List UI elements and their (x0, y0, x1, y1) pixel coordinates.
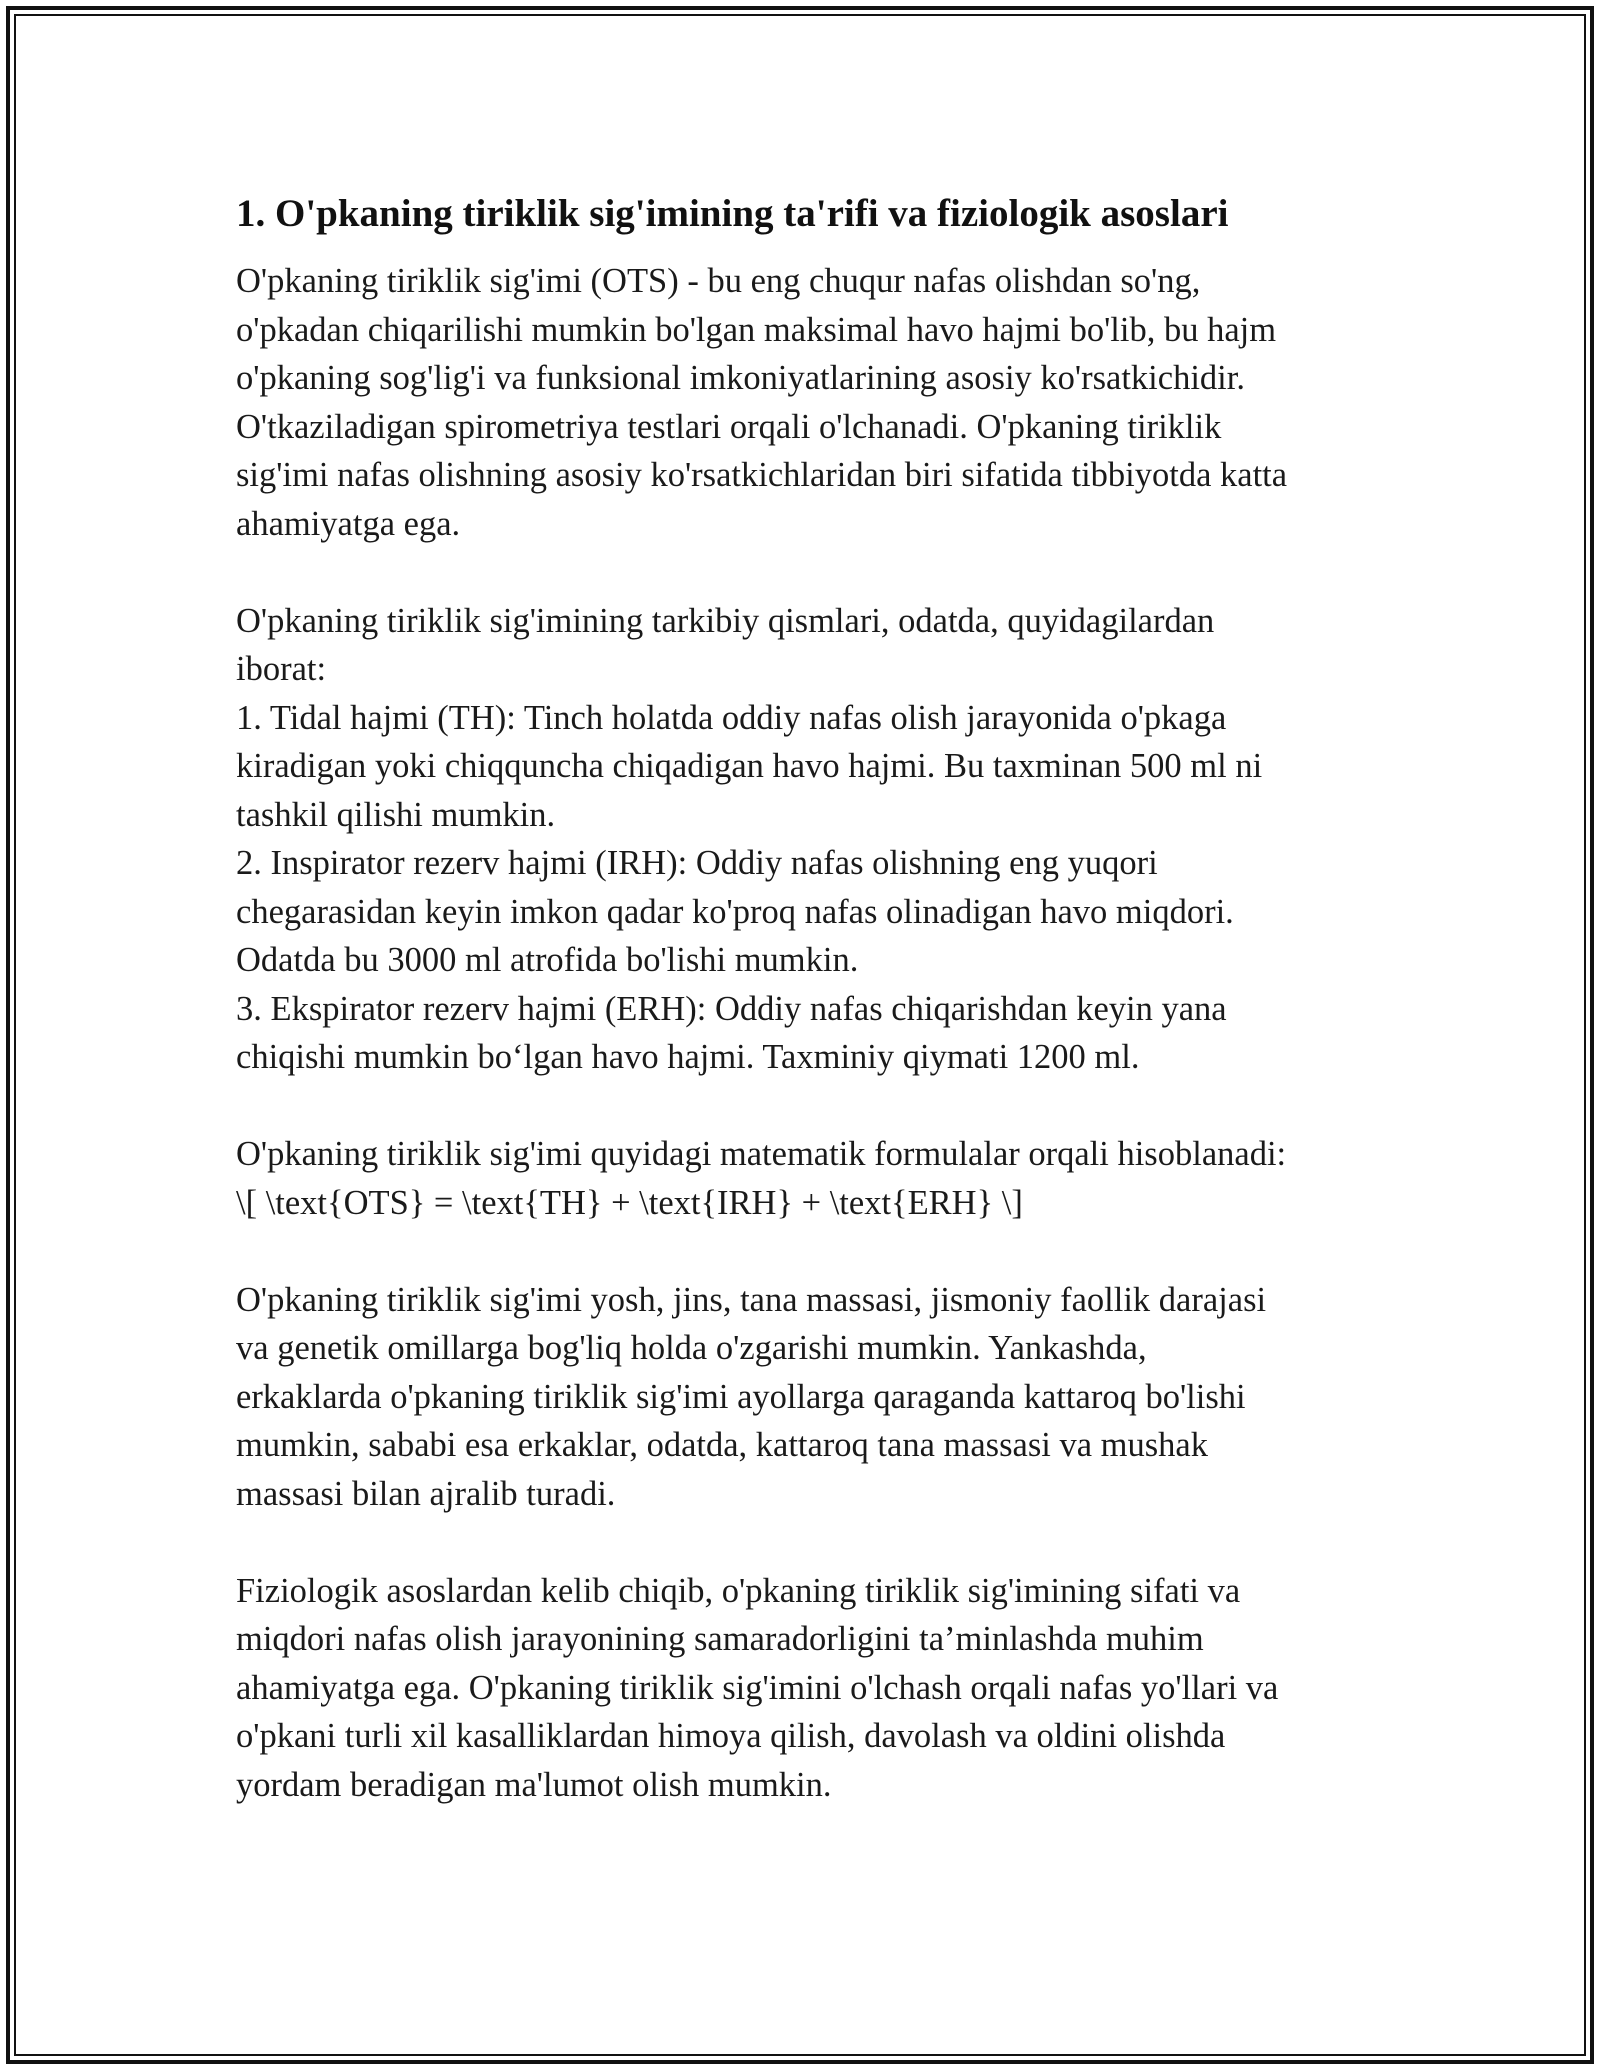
text-line: tashkil qilishi mumkin. (236, 795, 556, 834)
text-line: Fiziologik asoslardan kelib chiqib, o'pkaning tiriklik sig'imining sifati va (236, 1571, 1241, 1610)
text-line: O'pkaning tiriklik sig'imi (OTS) - bu eng chuqur nafas olishdan so'ng, (236, 262, 1201, 300)
text-line: kiradigan yoki chiqquncha chiqadigan havo hajmi. Bu taxminan 500 ml ni (236, 747, 1263, 785)
paragraph-gap (236, 548, 1366, 597)
text-line: sig'imi nafas olishning asosiy ko'rsatkichlaridan biri sifatida tibbiyotda katta (236, 456, 1288, 494)
formula-line: \[ \text{OTS} = \text{TH} + \text{IRH} + \text{ERH} \] (236, 1183, 1023, 1222)
text-line: chiqishi mumkin bo‘lgan havo hajmi. Taxminiy qiymati 1200 ml. (236, 1038, 1140, 1076)
paragraph-gap (236, 1227, 1366, 1276)
text-line: yordam beradigan ma'lumot olish mumkin. (236, 1765, 832, 1804)
paragraph-gap (236, 1518, 1366, 1567)
text-line: 2. Inspirator rezerv hajmi (IRH): Oddiy nafas olishning eng yuqori (236, 844, 1158, 882)
text-line: O'tkaziladigan spirometriya testlari orqali o'lchanadi. O'pkaning tiriklik (236, 407, 1222, 446)
text-line: o'pkadan chiqarilishi mumkin bo'lgan maksimal havo hajmi bo'lib, bu hajm (236, 310, 1277, 349)
paragraph-definition (236, 257, 1366, 548)
text-line: ahamiyatga ega. (236, 504, 461, 543)
paragraph-factors (236, 1276, 1366, 1519)
text-line: O'pkaning tiriklik sig'imining tarkibiy qismlari, odatda, quyidagilardan (236, 601, 1215, 640)
document-body (236, 183, 1366, 1809)
text-line: o'pkani turli xil kasalliklardan himoya qilish, davolash va oldini olishda (236, 1717, 1226, 1755)
text-line: o'pkaning sog'lig'i va funksional imkoniyatlarining asosiy ko'rsatkichidir. (236, 359, 1245, 397)
section-title: 1. O'pkaning tiriklik sig'imining ta'rifi va fiziologik asoslari (236, 192, 1229, 235)
text-line: 3. Ekspirator rezerv hajmi (ERH): Oddiy nafas chiqarishdan keyin yana (236, 989, 1227, 1028)
text-line: va genetik omillarga bog'liq holda o'zgarishi mumkin. Yankashda, (236, 1329, 1147, 1367)
text-line: O'pkaning tiriklik sig'imi yosh, jins, tana massasi, jismoniy faollik darajasi (236, 1280, 1267, 1319)
text-line: O'pkaning tiriklik sig'imi quyidagi matematik formulalar orqali hisoblanadi: (236, 1135, 1287, 1173)
paragraph-conclusion (236, 1567, 1366, 1810)
text-line: erkaklarda o'pkaning tiriklik sig'imi ayollarga qaraganda kattaroq bo'lishi (236, 1377, 1246, 1416)
paragraph-formula (236, 1130, 1366, 1227)
text-line: 1. Tidal hajmi (TH): Tinch holatda oddiy nafas olish jarayonida o'pkaga (236, 698, 1227, 737)
text-line: mumkin, sababi esa erkaklar, odatda, kattaroq tana massasi va mushak (236, 1426, 1208, 1464)
text-line: miqdori nafas olish jarayonining samaradorligini ta’minlashda muhim (236, 1620, 1204, 1658)
text-line: massasi bilan ajralib turadi. (236, 1474, 616, 1513)
paragraph-components (236, 597, 1366, 1082)
text-line: chegarasidan keyin imkon qadar ko'proq nafas olinadigan havo miqdori. (236, 892, 1234, 931)
text-line: iborat: (236, 650, 327, 688)
text-line: Odatda bu 3000 ml atrofida bo'lishi mumkin. (236, 941, 859, 979)
paragraph-gap (236, 1082, 1366, 1131)
text-line: ahamiyatga ega. O'pkaning tiriklik sig'imini o'lchash orqali nafas yo'llari va (236, 1668, 1279, 1707)
